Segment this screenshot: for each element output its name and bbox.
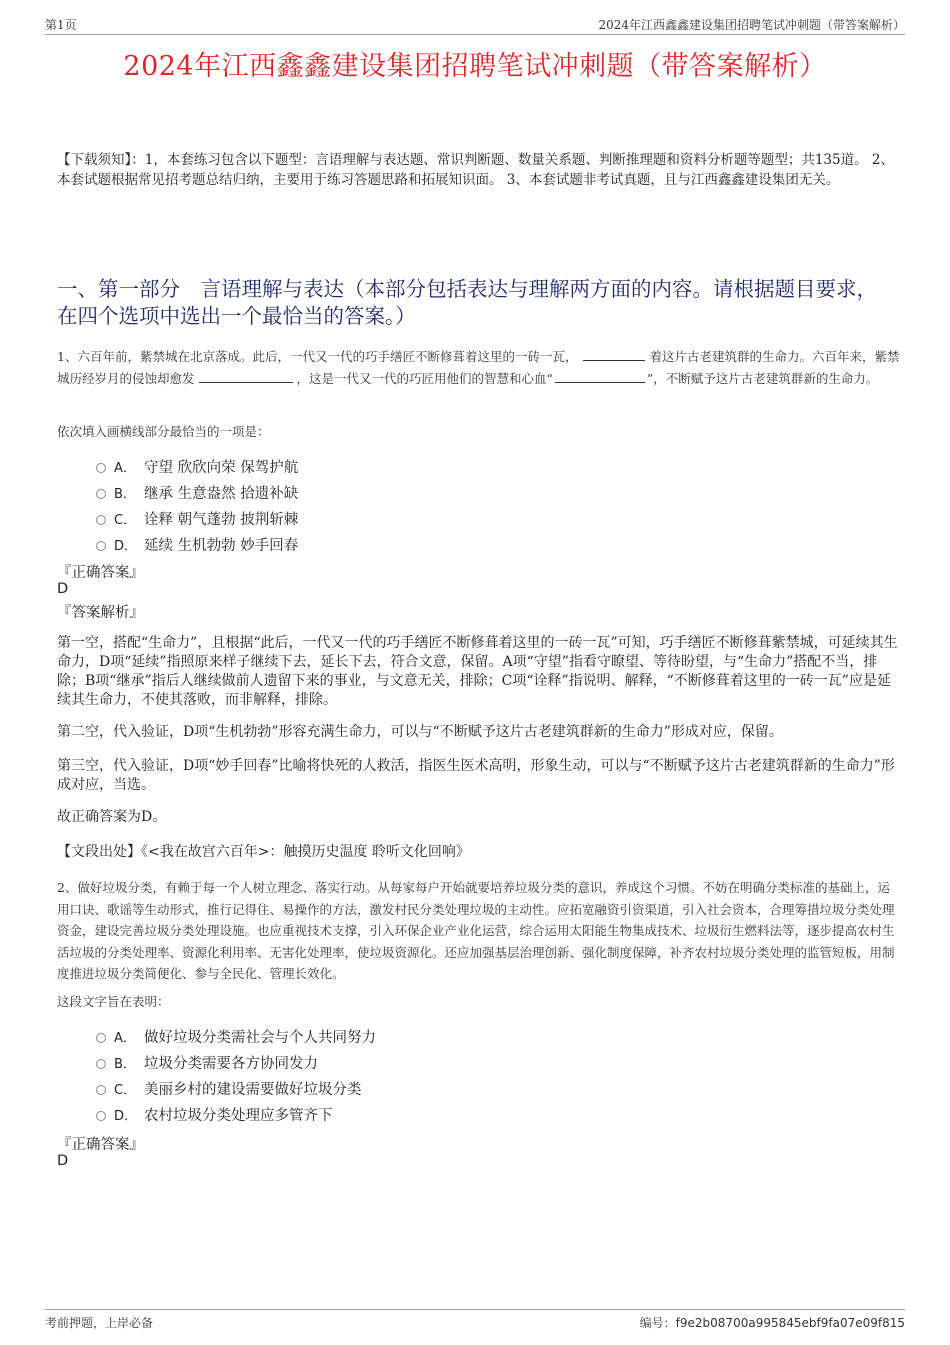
footer-code: 编号：f9e2b08700a995845ebf9fa07e09f815 [639,1316,905,1330]
question-1-options [96,453,298,557]
answer-value: D [57,1153,69,1169]
radio-button[interactable] [96,489,106,499]
answer-label: 『正确答案』 [57,565,144,581]
option-c[interactable]: C． 美丽乡村的建设需要做好垃圾分类 [96,1075,376,1101]
radio-button[interactable] [96,1033,106,1043]
source-citation: 【文段出处】《<我在故宫六百年>：触摸历史温度 聆听文化回响》 [57,844,470,860]
q1-part4: ”，不断赋予这片古老建筑群新的生命力。 [646,370,879,386]
radio-button[interactable] [96,463,106,473]
section-heading: 一、第一部分 言语理解与表达（本部分包括表达与理解两方面的内容。请根据题目要求，在四个选项中选出一个最恰当的答案。） [57,277,877,328]
question-2-text: 2、做好垃圾分类，有赖于每一个人树立理念、落实行动。从每家每户开始就要培养垃圾分类的意识，养成这个习惯。不妨在明确分类标准的基础上，运用口诀、歌谣等生动形式，推行记得住、易操作的方法，激发村民分类处理垃圾的主动性。应拓宽融资引资渠道，引入社会资本，合理筹措垃圾分类处理资金，建设完善垃圾分类处理设施。也应重视技术支撑，引入环保企业产业化运营，综合运用太阳能生物集成技术、垃圾衍生燃料法等，逐步提高农村生活垃圾的分类处理率、资源化利用率、无害化处理率，使垃圾资源化。还应加强基层治理创新、强化制度保障，补齐农村垃圾分类处理的监管短板，用制度推进垃圾分类简便化、参与全民化、管理长效化。 [57,880,895,981]
question-1-prompt: 依次填入画横线部分最恰当的一项是： [57,424,270,439]
option-b[interactable]: B． 垃圾分类需要各方协同发力 [96,1049,376,1075]
option-a[interactable]: A． 守望 欣欣向荣 保驾护航 [96,453,298,479]
document-title: 2024年江西鑫鑫建设集团招聘笔试冲刺题（带答案解析） [123,51,827,82]
page-footer [45,1309,905,1334]
analysis-label: 『答案解析』 [57,605,144,621]
q1-part3: ，这是一代又一代的巧匠用他们的智慧和心血“ [296,370,553,386]
answer-value: D [57,581,69,597]
page-number: 第1页 [45,18,77,32]
page-header [45,16,905,35]
option-d[interactable]: D． 农村垃圾分类处理应多管齐下 [96,1101,376,1127]
radio-button[interactable] [96,1085,106,1095]
radio-button[interactable] [96,1059,106,1069]
header-doc-title: 2024年江西鑫鑫建设集团招聘笔试冲刺题（带答案解析） [598,18,905,32]
radio-button[interactable] [96,541,106,551]
option-d[interactable]: D． 延续 生机勃勃 妙手回春 [96,531,298,557]
option-a[interactable]: A． 做好垃圾分类需社会与个人共同努力 [96,1023,376,1049]
footer-slogan: 考前押题，上岸必备 [45,1316,154,1330]
analysis-paragraph: 第二空，代入验证，D项“生机勃勃”形容充满生命力，可以与“不断赋予这片古老建筑群新的生命力”形成对应，保留。 [57,724,783,740]
analysis-paragraph: 第三空，代入验证，D项“妙手回春”比喻将快死的人救活，指医生医术高明，形象生动，可以与“不断赋予这片古老建筑群新的生命力”形成对应，当选。 [57,758,895,793]
fill-blank [555,368,645,383]
question-2-prompt: 这段文字旨在表明： [57,994,170,1009]
analysis-conclusion: 故正确答案为D。 [57,809,167,825]
radio-button[interactable] [96,515,106,525]
option-b[interactable]: B． 继承 生意盎然 拾遗补缺 [96,479,298,505]
answer-label: 『正确答案』 [57,1137,144,1153]
option-c[interactable]: C． 诠释 朝气蓬勃 披荆斩棘 [96,505,298,531]
question-1-text [57,346,902,389]
fill-blank [583,346,645,361]
q1-part1: 1、六百年前，紫禁城在北京落成。此后，一代又一代的巧手缮匠不断修葺着这里的一砖一瓦， [57,349,578,364]
q1-part2: 着这片古老建筑群的生命力。六百年来，紫禁城历经岁月的侵蚀却愈发 [57,349,900,386]
fill-blank [199,368,293,383]
radio-button[interactable] [96,1111,106,1121]
analysis-paragraph: 第一空，搭配“生命力”，且根据“此后，一代又一代的巧手缮匠不断修葺着这里的一砖一瓦”可知，巧手缮匠不断修葺紫禁城，可延续其生命力，D项“延续”指照原来样子继续下去，延长下去，符合文意，保留。A项“守望”指看守瞭望、等待盼望，与“生命力”搭配不当，排除；B项“继承”指后人继续做前人遗留下来的事业，与文意无关，排除；C项“诠释”指说明、解释，“不断修葺着这里的一砖一瓦”应是延续其生命力，不使其落败，而非解释，排除。 [57,635,898,708]
download-notice: 【下载须知】：1，本套练习包含以下题型：言语理解与表达题、常识判断题、数量关系题、判断推理题和资料分析题等题型；共135道。 2、本套试题根据常见招考题总结归纳，主要用于练习答题思路和拓展知识面。 3、本套试题非考试真题，且与江西鑫鑫建设集团无关。 [57,152,894,188]
question-2-options [96,1023,376,1127]
